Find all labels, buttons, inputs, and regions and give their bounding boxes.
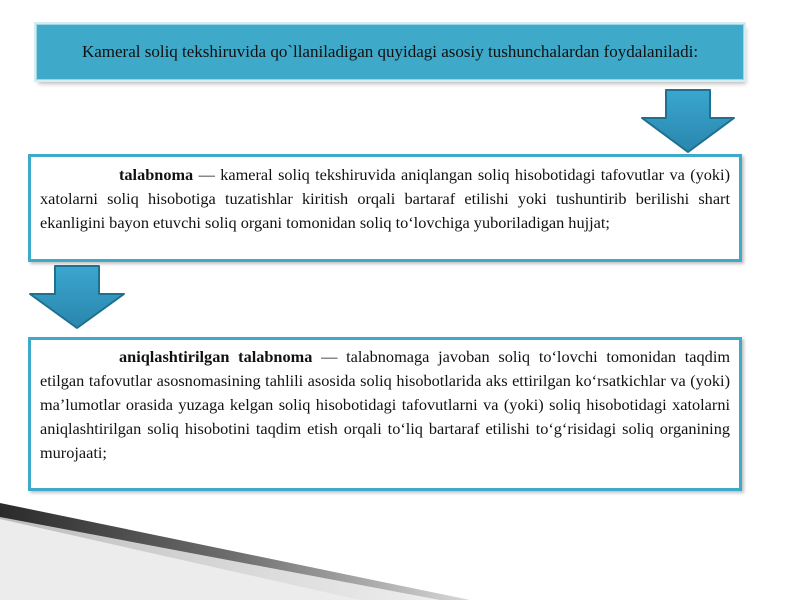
- header-text: Kameral soliq tekshiruvida qo`llaniladigan quyidagi asosiy tushunchalardan foydalaniladi:: [81, 42, 699, 61]
- definition-box-aniqlashtirilgan-talabnoma: [28, 337, 742, 491]
- arrow-down-icon: [640, 88, 736, 154]
- definition-term: aniqlashtirilgan talabnoma: [119, 347, 313, 366]
- decorative-swoosh: [0, 495, 800, 600]
- definition-box-talabnoma: [28, 154, 742, 262]
- definition-paragraph: [40, 345, 730, 465]
- definition-text: kameral soliq tekshiruvida aniqlangan soliq hisobotidagi tafovutlar va (yoki) xatolarni soliq hisobotiga tuzatishlar kiritish orqali bartaraf etilishi yoki tushuntirib berilishi shart ekanligini bayon etuvchi soliq organi tomonidan soliq to‘lovchiga yuboriladigan hujjat;: [40, 165, 730, 232]
- definition-paragraph: [40, 163, 730, 235]
- definition-dash: —: [193, 165, 221, 184]
- header-box: [36, 24, 744, 80]
- definition-dash: —: [312, 347, 347, 366]
- arrow-down-icon: [28, 264, 126, 330]
- definition-term: talabnoma: [119, 165, 194, 184]
- definition-text: talabnomaga javoban soliq to‘lovchi tomonidan taqdim etilgan tafovutlar asosnomasining tahlili asosida soliq hisobotlarida aks ettirilgan ko‘rsatkichlar va (yoki) ma’lumotlar orasida yuzaga kelgan soliq hisobotidagi tafovutlarni va (yoki) soliq hisobotidagi xatolarni aniqlashtirilgan soliq hisobotini taqdim etish orqali to‘liq bartaraf etilishi to‘g‘risidagi soliq organining murojaati;: [40, 347, 731, 462]
